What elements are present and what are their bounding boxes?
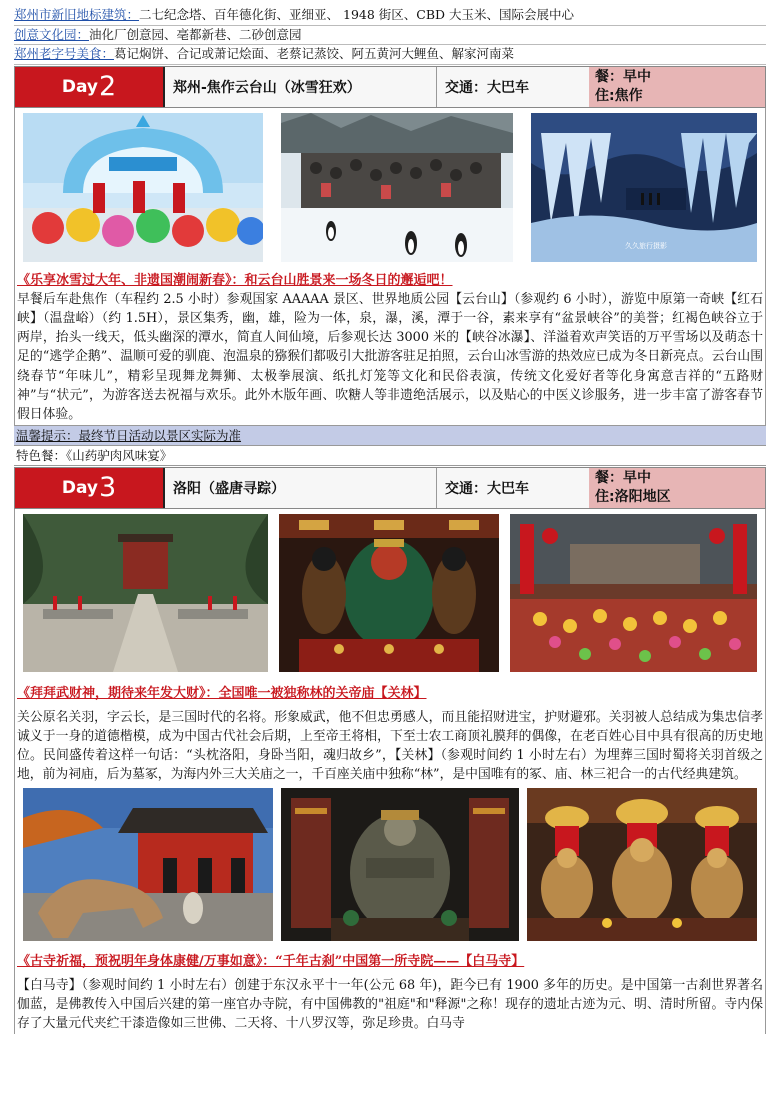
day3-meal-stay: [589, 468, 765, 508]
penguin-crowd-photo: [281, 113, 513, 262]
info-text: 二七纪念塔、百年德化街、亚细亚、 1948 街区、CBD 大玉米、国际会展中心: [139, 7, 575, 22]
day3-photo-row-2: [14, 785, 766, 947]
day2-meal-stay: [589, 67, 765, 107]
baima-temple-gate-photo: [23, 788, 273, 941]
photo-caption: 久久旅行摄影: [625, 241, 667, 250]
day2-badge: [15, 67, 165, 107]
guanlin-headline: 《拜拜武财神，期待来年发大财》：全国唯一被独称林的关帝庙【关林】: [14, 679, 766, 708]
baima-headline: 《古寺祈福，预祝明年身体康健/万事如意》：“千年古刹”中国第一所寺院——【白马寺】: [14, 947, 766, 976]
day2-photo-row: [14, 108, 766, 267]
day-number: 3: [98, 472, 117, 504]
info-text: 油化厂创意园、亳都新巷、二砂创意园: [89, 26, 302, 42]
itinerary-page: [14, 6, 766, 1034]
meal-text: 餐：早中: [595, 68, 651, 85]
temple-offerings-photo: [510, 514, 757, 672]
meal-text: 餐：早中: [595, 469, 651, 486]
zhengzhou-info: [14, 6, 766, 65]
day3-header: [14, 467, 766, 509]
ice-waterfall-photo: [531, 113, 757, 262]
day2-description: 早餐后车赴焦作（车程约 2.5 小时）参观国家 AAAAA 景区、世界地质公园【云台山】（参观约 6 小时），游览中原第一奇峡【红石峡】（温盘峪）（约 1.5H），景区集秀，幽，雄，险为一体，泉，瀑，溪，潭于一谷，素来享有“盆景峡谷”的美誉；红褐色峡谷立于两岸，抬头一线天，低头幽深的潭水，简直人间仙境，后参观长达 3000 米的【峡谷冰瀑】、洋溢着欢声笑语的万平雪场以及萌态十足的“逃学企鹅”、温顺可爱的驯鹿、泡温泉的猕猴们都吸引大批游客驻足拍照，云台山冰雪游的热效应已成为冬日新亮点。云台山围绕春节“年味儿”，精彩呈现舞龙舞狮、太极拳展演、纸扎灯笼等文化和民俗表演，传统文化爱好者等化身寓意吉祥的“五路财神”与“状元”，为游客送去祝福与欢乐。此外木版年画、吹糖人等非遗绝活展示，以及贴心的中医义诊服务，进一步丰富了游客春节假日体验。: [14, 290, 766, 425]
day3-badge: [15, 468, 165, 508]
day2-special-meal: 特色餐：《山药驴肉风味宴》: [14, 445, 766, 466]
day3-route: 洛阳（盛唐寻踪）: [165, 468, 437, 508]
stay-text: 住:焦作: [595, 87, 643, 104]
guanlin-stone-bridge-photo: [23, 514, 268, 672]
ice-festival-lion-dance-photo: [23, 113, 263, 262]
info-line-food: [14, 45, 766, 65]
info-label: 郑州老字号美食：: [14, 46, 115, 61]
info-line-creative-parks: [14, 26, 766, 46]
info-label: 创意文化园：: [14, 26, 90, 42]
baima-description: 【白马寺】（参观时间约 1 小时左右）创建于东汉永平十一年(公元 68 年)，距今已有 1900 多年的历史。是中国第一古刹世界著名伽蓝，是佛教传入中国后兴建的第一座官办寺院，有中国佛教的"祖庭"和"释源"之称！现存的遗址古迹为元、明、清时所留。寺内保存了大量元代夹纻干漆造像如三世佛、二天将、十八罗汉等，弥足珍贵。白马寺: [14, 976, 766, 1034]
day2-tip: 温馨提示：最终节日活动以景区实际为准: [14, 425, 766, 445]
day2-header: [14, 66, 766, 108]
day-number: 2: [98, 71, 117, 102]
day2-route: 郑州-焦作云台山（冰雪狂欢）: [165, 67, 437, 107]
stay-text: 住:洛阳地区: [595, 488, 671, 505]
day2-headline: 《乐享冰雪过大年、非遗国潮闹新春》：和云台山胜景来一场冬日的邂逅吧！: [14, 267, 766, 290]
day3-transport: 交通：大巴车: [437, 468, 589, 508]
info-label: 郑州市新旧地标建筑：: [14, 7, 140, 22]
info-text: 葛记焖饼、合记或萧记烩面、老蔡记蒸饺、阿五黄河大鲤鱼、解家河南菜: [114, 46, 515, 61]
day2-transport: 交通：大巴车: [437, 67, 589, 107]
buddha-hall-photo: [527, 788, 757, 941]
info-line-landmarks: [14, 6, 766, 26]
day-label: Day: [61, 76, 98, 97]
guan-yu-statue-photo: [279, 514, 499, 672]
day3-photo-row-1: [14, 509, 766, 679]
guanlin-description: 关公原名关羽，字云长，是三国时代的名将。形象威武，他不但忠勇感人，而且能招财进宝，护财避邪。关羽被人总结成为集忠信孝诚义于一身的道德楷模，成为中国古代社会后期，上至帝王将相，下至士农工商顶礼膜拜的偶像，在老百姓心目中具有很高的历史地位。民间盛传着这样一句话：“头枕洛阳，身卧当阳，魂归故乡”，【关林】（参观时间约 1 小时左右）为埋葬三国时蜀将关羽首级之地，前为祠庙，后为墓冢，为海内外三大关庙之一，千百座关庙中独称“林”，是中国唯有的冢、庙、林三祀合一的古代经典建筑。: [14, 708, 766, 785]
heavenly-king-statue-photo: [281, 788, 519, 941]
day-label: Day: [61, 477, 98, 498]
